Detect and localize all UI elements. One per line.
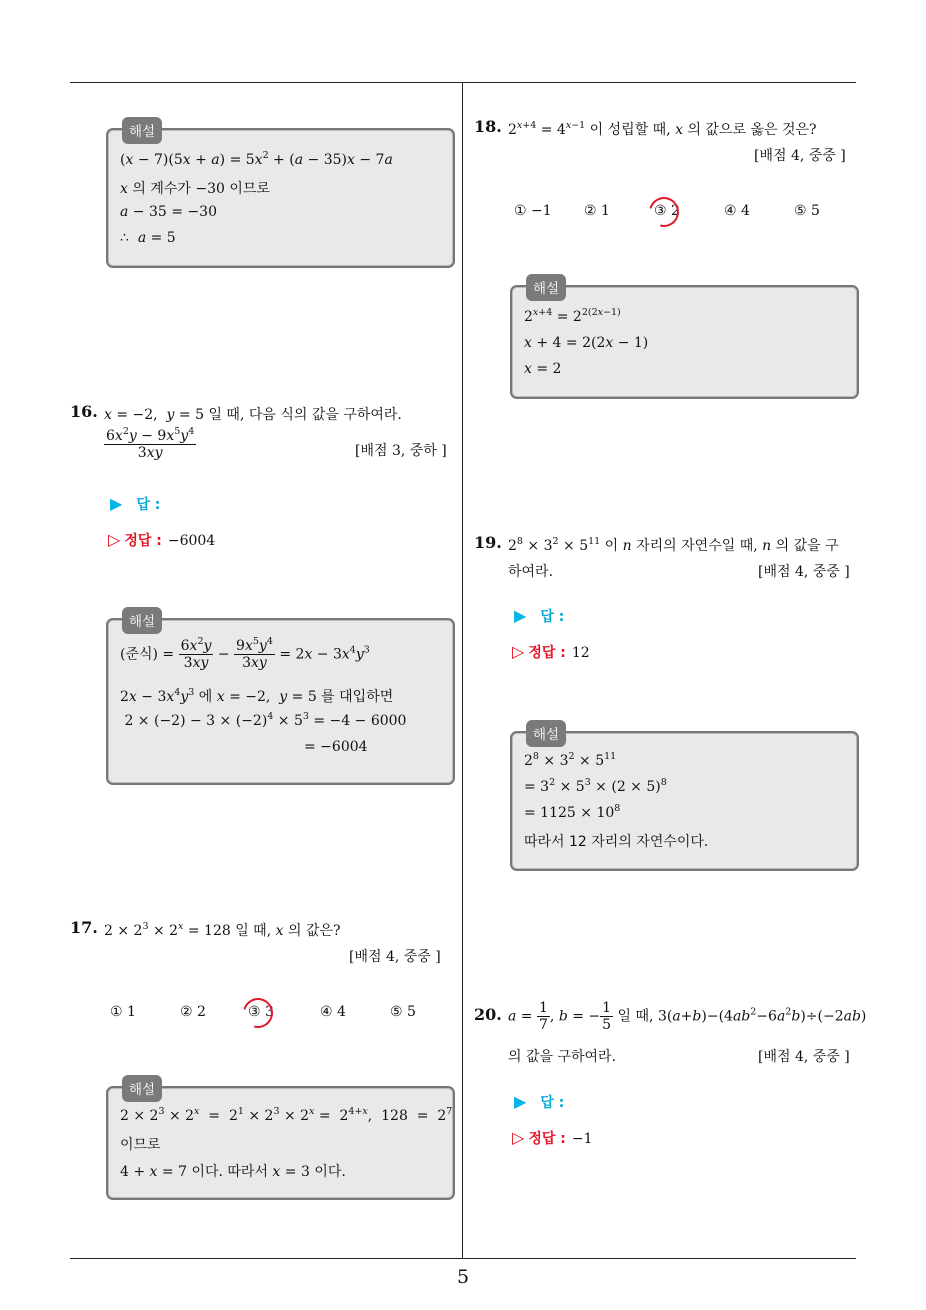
- answer-row: [514, 1092, 564, 1112]
- solution-box-16: [106, 614, 455, 785]
- outline-play-icon: ▷: [512, 642, 525, 661]
- correct-answer-row: [512, 1128, 592, 1148]
- solution-line: $2^8 \times 3^2 \times 5^{11}$: [524, 751, 617, 769]
- choice-option[interactable]: ④ 4: [320, 1004, 346, 1020]
- solution-box-18: [510, 281, 859, 399]
- solution-line: x 의 계수가 −30 이므로: [120, 181, 270, 197]
- question-expression: $\frac{6x^2y - 9x^5y^4}{3xy}$: [106, 426, 195, 461]
- question-number: 16.: [70, 402, 98, 421]
- answer-label: 답 :: [136, 497, 161, 513]
- score-label: [배점 4, 중중 ]: [758, 564, 850, 580]
- solution-line: (준식) = $\frac{6x^2y}{3xy}$ − $\frac{9x^5y^4}{3xy}$ = $2x - 3x^4y^3$: [120, 636, 370, 671]
- solution-box-15: [106, 124, 455, 268]
- solution-line: $2 \times 2^3 \times 2^x = 2^1 \times 2^3 \times 2^x = 2^{4+x}$, $128 = 2^7$: [120, 1106, 453, 1124]
- solution-tag: 해설: [526, 274, 566, 301]
- solution-line: $2 \times (-2) - 3 \times (-2)^4 \times 5^3 = -4 - 6000$: [120, 711, 407, 729]
- correct-value: −6004: [167, 533, 216, 549]
- solution-line: 이므로: [120, 1137, 161, 1153]
- outline-play-icon: ▷: [512, 1128, 525, 1147]
- play-icon: ▶: [514, 1092, 527, 1111]
- question-text: $2 \times 2^3 \times 2^x = 128$ 일 때, x 의 값은?: [104, 921, 341, 939]
- score-label: [배점 4, 중중 ]: [754, 148, 846, 164]
- choice-option[interactable]: ⑤ 5: [794, 203, 820, 219]
- solution-tag: 해설: [122, 1075, 162, 1102]
- score-label: [배점 4, 중중 ]: [349, 949, 441, 965]
- question-text: x = −2, y = 5 일 때, 다음 식의 값을 구하여라.: [104, 407, 402, 423]
- solution-line: = $3^2 \times 5^3 \times (2 \times 5)^8$: [524, 777, 667, 795]
- bottom-rule: [70, 1258, 856, 1259]
- choice-option[interactable]: ② 2: [180, 1004, 206, 1020]
- score-label: [배점 4, 중중 ]: [758, 1049, 850, 1065]
- outline-play-icon: ▷: [108, 530, 121, 549]
- correct-value: −1: [571, 1131, 593, 1147]
- choice-option[interactable]: ② 1: [584, 203, 610, 219]
- question-number: 20.: [474, 1005, 502, 1024]
- correct-label: 정답 :: [124, 533, 162, 549]
- answer-row: [514, 606, 564, 626]
- play-icon: ▶: [514, 606, 527, 625]
- question-number: 19.: [474, 533, 502, 552]
- solution-line: = $1125 \times 10^8$: [524, 803, 621, 821]
- solution-line: $2^{x+4} = 2^{2(2x-1)}$: [524, 307, 621, 325]
- solution-box-17: [106, 1082, 455, 1200]
- solution-line: = −6004: [304, 739, 368, 755]
- correct-label: 정답 :: [528, 1131, 566, 1147]
- page-number: 5: [456, 1266, 470, 1288]
- answer-label: 답 :: [540, 609, 565, 625]
- solution-line: ∴ a = 5: [120, 230, 176, 246]
- solution-line: a − 35 = −30: [120, 204, 217, 220]
- solution-tag: 해설: [122, 117, 162, 144]
- solution-tag: 해설: [526, 720, 566, 747]
- question-text: $2^{x+4} = 4^{x-1}$ 이 성립할 때, x 의 값으로 옳은 것은?: [508, 120, 817, 138]
- correct-answer-row: [512, 642, 590, 662]
- question-text: $2^8 \times 3^2 \times 5^{11}$ 이 n 자리의 자연수일 때, n 의 값을 구: [508, 536, 839, 554]
- question-number: 17.: [70, 918, 98, 937]
- solution-line: $(x - 7)(5x + a) = 5x^2 + (a - 35)x - 7a$: [120, 150, 393, 168]
- solution-line: 따라서 12 자리의 자연수이다.: [524, 834, 709, 850]
- play-icon: ▶: [110, 494, 123, 513]
- solution-line: x = 2: [524, 361, 562, 377]
- solution-line: x + 4 = 2(2x − 1): [524, 335, 649, 351]
- correct-answer-row: [108, 530, 215, 550]
- question-text-line2: 의 값을 구하여라.: [508, 1049, 617, 1065]
- question-number: 18.: [474, 117, 502, 136]
- score-label: [배점 3, 중하 ]: [355, 443, 447, 459]
- solution-line: $2x - 3x^4y^3$ 에 x = −2, y = 5 를 대입하면: [120, 687, 394, 705]
- solution-line: 4 + x = 7 이다. 따라서 x = 3 이다.: [120, 1164, 346, 1180]
- choice-option[interactable]: ⑤ 5: [390, 1004, 416, 1020]
- choice-option[interactable]: ① 1: [110, 1004, 136, 1020]
- question-text-line2: 하여라.: [508, 564, 554, 580]
- selected-circle-mark: [644, 192, 685, 233]
- answer-row: [110, 494, 160, 514]
- top-rule: [70, 82, 856, 83]
- solution-tag: 해설: [122, 607, 162, 634]
- correct-label: 정답 :: [528, 645, 566, 661]
- choice-option[interactable]: ④ 4: [724, 203, 750, 219]
- choice-option[interactable]: ③ 3: [248, 1004, 274, 1020]
- correct-value: 12: [571, 645, 590, 661]
- solution-box-19: [510, 727, 859, 871]
- answer-label: 답 :: [540, 1095, 565, 1111]
- choice-option[interactable]: ① −1: [514, 203, 552, 219]
- selected-circle-mark: [238, 993, 279, 1034]
- choice-option[interactable]: ③ 2: [654, 203, 680, 219]
- column-divider: [462, 82, 463, 1258]
- question-text: a = $\frac{1}{7}$ , b = − $\frac{1}{5}$ 일 때, $3(a+b)-(4ab^2-6a^2b)\div(-2ab)$: [508, 1000, 867, 1033]
